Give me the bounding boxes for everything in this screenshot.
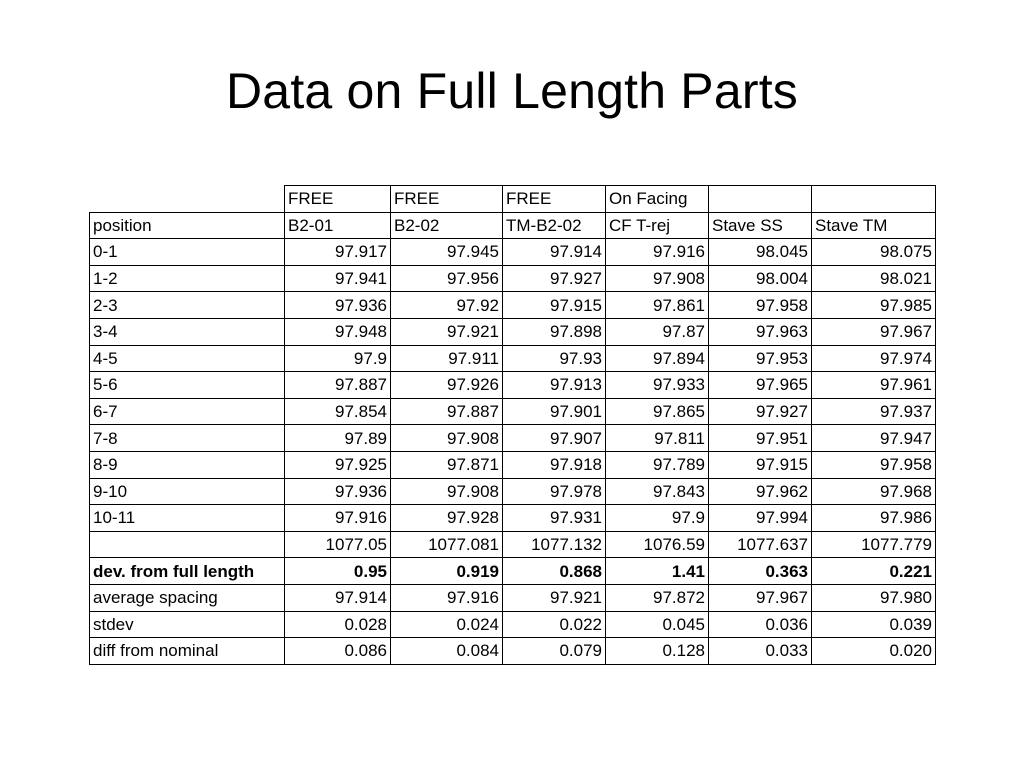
value-cell: 97.963 bbox=[709, 318, 812, 345]
row-label-cell: 5-6 bbox=[90, 372, 285, 399]
value-cell: B2-02 bbox=[391, 212, 503, 239]
row-label-cell: 4-5 bbox=[90, 345, 285, 372]
slide-title: Data on Full Length Parts bbox=[226, 63, 798, 119]
value-cell: 97.913 bbox=[503, 372, 606, 399]
value-cell: 0.221 bbox=[812, 558, 936, 585]
value-cell: 98.021 bbox=[812, 265, 936, 292]
value-cell bbox=[709, 186, 812, 213]
totals-row bbox=[90, 531, 936, 558]
value-cell: 97.967 bbox=[709, 584, 812, 611]
value-cell: 97.914 bbox=[503, 239, 606, 266]
value-cell: 97.887 bbox=[285, 372, 391, 399]
value-cell: 97.925 bbox=[285, 451, 391, 478]
value-cell: FREE bbox=[285, 186, 391, 213]
value-cell: 97.908 bbox=[391, 425, 503, 452]
value-cell: 97.936 bbox=[285, 478, 391, 505]
value-cell: Stave SS bbox=[709, 212, 812, 239]
value-cell: 97.926 bbox=[391, 372, 503, 399]
row-label-cell: 8-9 bbox=[90, 451, 285, 478]
value-cell: 97.854 bbox=[285, 398, 391, 425]
value-cell: 97.974 bbox=[812, 345, 936, 372]
value-cell: 0.086 bbox=[285, 638, 391, 665]
data-table bbox=[89, 185, 936, 665]
value-cell: 97.921 bbox=[391, 318, 503, 345]
value-cell: 97.986 bbox=[812, 505, 936, 532]
value-cell: 97.843 bbox=[606, 478, 709, 505]
value-cell: 97.9 bbox=[285, 345, 391, 372]
value-cell: 0.868 bbox=[503, 558, 606, 585]
value-cell: 0.039 bbox=[812, 611, 936, 638]
value-cell: 98.075 bbox=[812, 239, 936, 266]
value-cell: 97.927 bbox=[503, 265, 606, 292]
value-cell: 97.92 bbox=[391, 292, 503, 319]
value-cell: 97.861 bbox=[606, 292, 709, 319]
table-row bbox=[90, 451, 936, 478]
value-cell: 97.789 bbox=[606, 451, 709, 478]
value-cell: 97.907 bbox=[503, 425, 606, 452]
value-cell: FREE bbox=[391, 186, 503, 213]
value-cell: 97.887 bbox=[391, 398, 503, 425]
value-cell: 0.363 bbox=[709, 558, 812, 585]
value-cell: 97.908 bbox=[391, 478, 503, 505]
value-cell: 97.908 bbox=[606, 265, 709, 292]
table-row bbox=[90, 239, 936, 266]
value-cell: 97.961 bbox=[812, 372, 936, 399]
value-cell: 97.917 bbox=[285, 239, 391, 266]
value-cell: 97.916 bbox=[606, 239, 709, 266]
value-cell: 97.953 bbox=[709, 345, 812, 372]
header-row bbox=[90, 186, 936, 213]
value-cell: 97.947 bbox=[812, 425, 936, 452]
value-cell: 97.921 bbox=[503, 584, 606, 611]
value-cell: 0.033 bbox=[709, 638, 812, 665]
value-cell: 1077.132 bbox=[503, 531, 606, 558]
value-cell: 97.898 bbox=[503, 318, 606, 345]
table-row bbox=[90, 318, 936, 345]
value-cell: 97.93 bbox=[503, 345, 606, 372]
value-cell: 97.937 bbox=[812, 398, 936, 425]
value-cell: 97.871 bbox=[391, 451, 503, 478]
value-cell: 0.95 bbox=[285, 558, 391, 585]
value-cell: 0.079 bbox=[503, 638, 606, 665]
value-cell: 0.045 bbox=[606, 611, 709, 638]
value-cell: 97.927 bbox=[709, 398, 812, 425]
value-cell: 98.045 bbox=[709, 239, 812, 266]
value-cell: 97.928 bbox=[391, 505, 503, 532]
value-cell: 97.914 bbox=[285, 584, 391, 611]
value-cell: 97.901 bbox=[503, 398, 606, 425]
value-cell: TM-B2-02 bbox=[503, 212, 606, 239]
summary-row bbox=[90, 611, 936, 638]
value-cell: 97.980 bbox=[812, 584, 936, 611]
table-row bbox=[90, 292, 936, 319]
value-cell: 97.994 bbox=[709, 505, 812, 532]
table-row bbox=[90, 265, 936, 292]
row-label-cell: 6-7 bbox=[90, 398, 285, 425]
value-cell: 97.865 bbox=[606, 398, 709, 425]
row-label-cell: 7-8 bbox=[90, 425, 285, 452]
value-cell: 97.965 bbox=[709, 372, 812, 399]
value-cell: 97.933 bbox=[606, 372, 709, 399]
value-cell: 1077.637 bbox=[709, 531, 812, 558]
value-cell: 1077.779 bbox=[812, 531, 936, 558]
header-row bbox=[90, 212, 936, 239]
value-cell: 97.911 bbox=[391, 345, 503, 372]
row-label-cell: 10-11 bbox=[90, 505, 285, 532]
value-cell: 97.9 bbox=[606, 505, 709, 532]
value-cell: 97.931 bbox=[503, 505, 606, 532]
value-cell: 0.024 bbox=[391, 611, 503, 638]
value-cell: 97.948 bbox=[285, 318, 391, 345]
value-cell: 97.985 bbox=[812, 292, 936, 319]
value-cell: 0.022 bbox=[503, 611, 606, 638]
summary-row bbox=[90, 584, 936, 611]
value-cell: 97.958 bbox=[709, 292, 812, 319]
value-cell: 0.919 bbox=[391, 558, 503, 585]
row-label-cell: 3-4 bbox=[90, 318, 285, 345]
row-label-cell: 1-2 bbox=[90, 265, 285, 292]
value-cell: 1076.59 bbox=[606, 531, 709, 558]
row-label-cell: average spacing bbox=[90, 584, 285, 611]
value-cell: Stave TM bbox=[812, 212, 936, 239]
value-cell: 0.084 bbox=[391, 638, 503, 665]
value-cell: 97.811 bbox=[606, 425, 709, 452]
value-cell: 1077.081 bbox=[391, 531, 503, 558]
value-cell: 97.915 bbox=[709, 451, 812, 478]
value-cell: 98.004 bbox=[709, 265, 812, 292]
table-row bbox=[90, 372, 936, 399]
value-cell: 97.968 bbox=[812, 478, 936, 505]
value-cell: FREE bbox=[503, 186, 606, 213]
value-cell: 97.958 bbox=[812, 451, 936, 478]
value-cell: 97.945 bbox=[391, 239, 503, 266]
table-row bbox=[90, 505, 936, 532]
row-label-cell: 9-10 bbox=[90, 478, 285, 505]
value-cell: 97.978 bbox=[503, 478, 606, 505]
value-cell: 97.916 bbox=[391, 584, 503, 611]
row-label-cell bbox=[90, 531, 285, 558]
row-label-cell: dev. from full length bbox=[90, 558, 285, 585]
value-cell: 0.020 bbox=[812, 638, 936, 665]
value-cell: 0.128 bbox=[606, 638, 709, 665]
value-cell: 97.941 bbox=[285, 265, 391, 292]
value-cell: 0.036 bbox=[709, 611, 812, 638]
row-label-cell: diff from nominal bbox=[90, 638, 285, 665]
table-row bbox=[90, 478, 936, 505]
value-cell: 97.894 bbox=[606, 345, 709, 372]
value-cell: B2-01 bbox=[285, 212, 391, 239]
value-cell: 97.916 bbox=[285, 505, 391, 532]
value-cell: CF T-rej bbox=[606, 212, 709, 239]
summary-row bbox=[90, 638, 936, 665]
value-cell: On Facing bbox=[606, 186, 709, 213]
value-cell: 97.872 bbox=[606, 584, 709, 611]
value-cell: 1.41 bbox=[606, 558, 709, 585]
value-cell: 97.962 bbox=[709, 478, 812, 505]
row-label-cell: stdev bbox=[90, 611, 285, 638]
row-label-cell bbox=[90, 186, 285, 213]
value-cell bbox=[812, 186, 936, 213]
table-row bbox=[90, 425, 936, 452]
value-cell: 1077.05 bbox=[285, 531, 391, 558]
value-cell: 97.918 bbox=[503, 451, 606, 478]
value-cell: 97.936 bbox=[285, 292, 391, 319]
value-cell: 97.915 bbox=[503, 292, 606, 319]
value-cell: 97.87 bbox=[606, 318, 709, 345]
value-cell: 97.951 bbox=[709, 425, 812, 452]
row-label-cell: 0-1 bbox=[90, 239, 285, 266]
table-row bbox=[90, 398, 936, 425]
dev-row bbox=[90, 558, 936, 585]
row-label-cell: position bbox=[90, 212, 285, 239]
value-cell: 97.956 bbox=[391, 265, 503, 292]
data-table-body bbox=[90, 186, 936, 665]
value-cell: 97.89 bbox=[285, 425, 391, 452]
value-cell: 0.028 bbox=[285, 611, 391, 638]
row-label-cell: 2-3 bbox=[90, 292, 285, 319]
table-row bbox=[90, 345, 936, 372]
value-cell: 97.967 bbox=[812, 318, 936, 345]
